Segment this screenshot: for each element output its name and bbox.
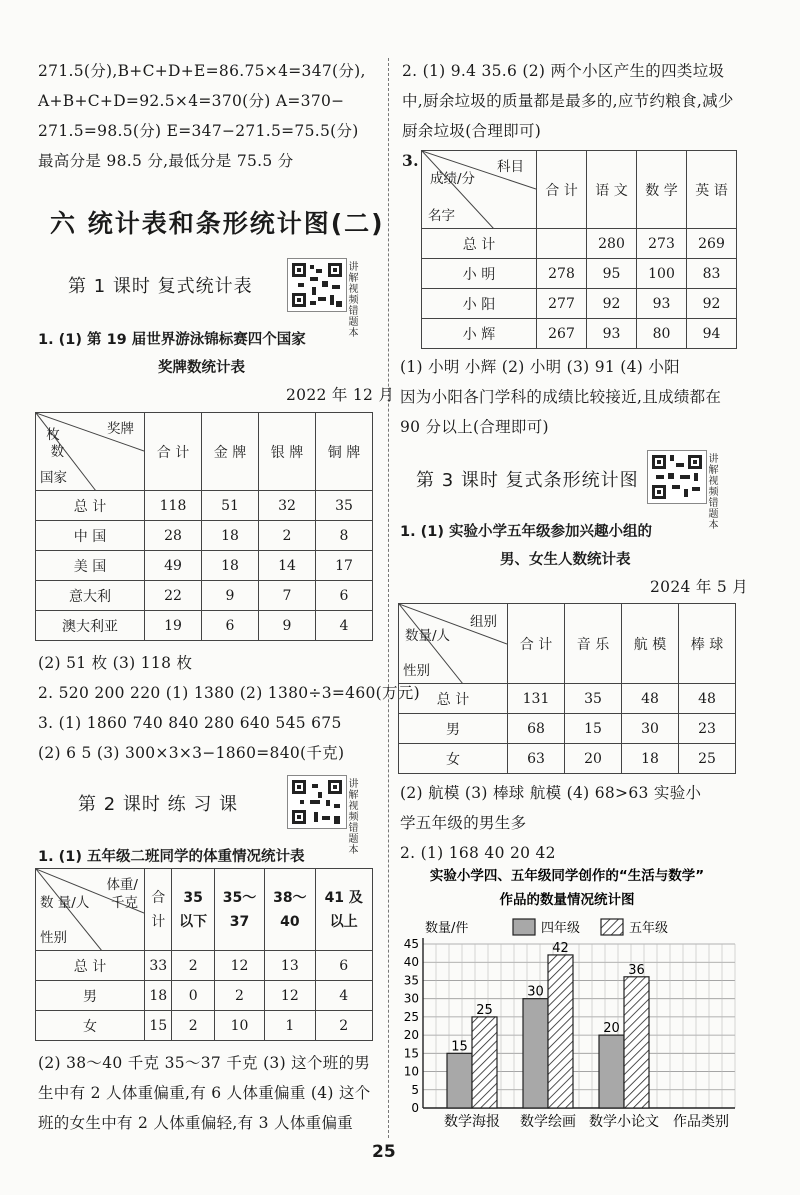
cell: 269 [687, 229, 737, 259]
cell: 35 [316, 491, 373, 521]
lesson1-answer-4: (2) 6 5 (3) 300×3×3−1860=840(千克) [38, 744, 345, 762]
row-label: 总 计 [36, 491, 145, 521]
bar [624, 977, 649, 1108]
cell: 93 [587, 319, 637, 349]
bar [599, 1035, 624, 1108]
cell: 9 [202, 581, 259, 611]
col-header [265, 869, 315, 951]
score-table [421, 150, 737, 349]
col-header: 银 牌 [259, 413, 316, 491]
lesson2-answer-2: 生中有 2 人体重偏重,有 6 人体重偏重 (4) 这个 [38, 1084, 371, 1102]
column-divider [388, 58, 389, 1138]
row-label: 小 明 [422, 259, 537, 289]
diag-mid: 数量/人 [405, 628, 451, 644]
diag-top: 科目 [497, 159, 524, 175]
cell: 6 [202, 611, 259, 641]
cell: 17 [316, 551, 373, 581]
col-header: 音 乐 [565, 604, 622, 684]
col-header [145, 869, 172, 951]
category-label: 数学海报 [444, 1114, 500, 1130]
diag-mid: 枚 数 [46, 427, 65, 460]
cell: 49 [145, 551, 202, 581]
legend-label: 五年级 [629, 921, 669, 936]
diag-bottom: 性别 [403, 663, 430, 679]
lesson3-answer-1: (2) 航模 (3) 棒球 航模 (4) 68>63 实验小 [400, 784, 702, 802]
cell [537, 229, 587, 259]
y-tick-label: 30 [403, 991, 419, 1006]
lesson1-caption: 奖牌数统计表 [158, 360, 245, 376]
cell: 35 [565, 684, 622, 714]
cell: 68 [508, 714, 565, 744]
bar [523, 999, 548, 1108]
cell: 18 [202, 551, 259, 581]
cell: 2 [259, 521, 316, 551]
diag-bottom: 国家 [40, 470, 67, 486]
diag-bottom: 名字 [428, 208, 455, 224]
col-header-line: 35～ [222, 889, 257, 906]
bar-value-label: 15 [451, 1039, 468, 1055]
row-label: 意大利 [36, 581, 145, 611]
row-label: 澳大利亚 [36, 611, 145, 641]
cell: 30 [622, 714, 679, 744]
lesson3-title: 第 3 课时 复式条形统计图 [416, 470, 639, 491]
col-header: 语 文 [587, 151, 637, 229]
col-header-line: 40 [280, 913, 300, 930]
table-row [399, 684, 736, 714]
cell: 12 [265, 981, 315, 1011]
chart-ylabel: 数量/件 [425, 921, 469, 936]
legend-label: 四年级 [541, 921, 581, 936]
cell: 9 [259, 611, 316, 641]
cell: 277 [537, 289, 587, 319]
y-tick-label: 40 [403, 955, 419, 970]
category-label: 数学绘画 [520, 1114, 576, 1130]
qr-code-icon[interactable] [287, 258, 347, 312]
interest-table-diagonal-header [399, 604, 508, 684]
qr-label-lesson1: 讲解视频错题本 [348, 262, 359, 339]
col-header-line: 合 [151, 889, 166, 906]
cell: 33 [145, 951, 172, 981]
row-label: 女 [36, 1011, 145, 1041]
lesson3-caption: 男、女生人数统计表 [500, 552, 631, 568]
cell: 48 [622, 684, 679, 714]
cell: 20 [565, 744, 622, 774]
cell: 2 [214, 981, 264, 1011]
cell: 8 [316, 521, 373, 551]
medal-table-diagonal-header [36, 413, 145, 491]
lesson2-title: 第 2 课时 练 习 课 [78, 794, 239, 815]
cell: 0 [172, 981, 214, 1011]
table-row [36, 581, 373, 611]
diag-top: 组别 [470, 614, 497, 630]
bar-value-label: 36 [628, 962, 645, 978]
top-line-1: 271.5(分),B+C+D+E=86.75×4=347(分), [38, 62, 366, 80]
col-header: 棒 球 [679, 604, 736, 684]
y-tick-label: 45 [403, 937, 419, 951]
cell: 273 [637, 229, 687, 259]
diag-top2: 千克 [111, 895, 138, 911]
cell: 267 [537, 319, 587, 349]
col-header: 金 牌 [202, 413, 259, 491]
category-label: 数学小论文 [589, 1114, 659, 1130]
lesson2-q1-intro: 1. (1) 五年级二班同学的体重情况统计表 [38, 849, 305, 865]
table-row [399, 744, 736, 774]
qr-label-lesson3: 讲解视频错题本 [708, 454, 719, 531]
cell: 95 [587, 259, 637, 289]
top-line-3: 271.5=98.5(分) E=347−271.5=75.5(分) [38, 122, 359, 140]
row-label: 男 [36, 981, 145, 1011]
qr-label-lesson2: 讲解视频错题本 [348, 779, 359, 856]
table-row [36, 551, 373, 581]
table-row [422, 229, 737, 259]
chapter-title: 六 统计表和条形统计图(二) [50, 209, 385, 238]
lesson1-answer-1: (2) 51 枚 (3) 118 枚 [38, 654, 193, 672]
cell: 18 [145, 981, 172, 1011]
cell: 6 [316, 581, 373, 611]
cell: 7 [259, 581, 316, 611]
cell: 15 [565, 714, 622, 744]
col-header-line: 以下 [179, 913, 208, 930]
cell: 14 [259, 551, 316, 581]
cell: 100 [637, 259, 687, 289]
row-label: 女 [399, 744, 508, 774]
bar-value-label: 20 [603, 1021, 620, 1037]
qr-code-icon[interactable] [647, 450, 707, 504]
right-mid-line-1: (1) 小明 小辉 (2) 小明 (3) 91 (4) 小阳 [400, 358, 680, 376]
chart-xlabel: 作品类别 [673, 1114, 729, 1130]
table-row [36, 951, 373, 981]
bar-value-label: 30 [527, 984, 544, 1000]
cell: 18 [622, 744, 679, 774]
table-row [422, 319, 737, 349]
cell: 1 [265, 1011, 315, 1041]
col-header-line: 计 [151, 913, 166, 930]
lesson2-answer-1: (2) 38～40 千克 35～37 千克 (3) 这个班的男 [38, 1054, 371, 1072]
q3-label: 3. [402, 151, 419, 170]
right-line-1: 2. (1) 9.4 35.6 (2) 两个小区产生的四类垃圾 [402, 62, 725, 80]
lesson1-q1-intro: 1. (1) 第 19 届世界游泳锦标赛四个国家 [38, 332, 306, 348]
y-tick-label: 10 [403, 1064, 419, 1079]
bar [447, 1053, 472, 1108]
y-tick-label: 15 [403, 1046, 419, 1061]
row-label: 总 计 [36, 951, 145, 981]
weight-table [35, 868, 373, 1041]
cell: 25 [679, 744, 736, 774]
right-line-3: 厨余垃圾(合理即可) [402, 122, 542, 140]
bar [548, 955, 573, 1108]
chart-subtitle: 作品的数量情况统计图 [499, 892, 635, 908]
chart-categories [444, 1113, 659, 1130]
col-header: 航 模 [622, 604, 679, 684]
cell: 18 [202, 521, 259, 551]
bar-value-label: 25 [476, 1002, 493, 1018]
chart-y-ticks [404, 937, 419, 1115]
cell: 94 [687, 319, 737, 349]
y-tick-label: 20 [403, 1028, 419, 1043]
lesson1-answer-2: 2. 520 200 220 (1) 1380 (2) 1380÷3=460(万元) [38, 684, 420, 702]
cell: 51 [202, 491, 259, 521]
lesson1-title: 第 1 课时 复式统计表 [68, 276, 253, 297]
col-header-line: 41 及 [324, 889, 363, 906]
table-row [36, 521, 373, 551]
table-row [36, 981, 373, 1011]
table-row [36, 611, 373, 641]
chart-title: 实验小学四、五年级同学创作的“生活与数学” [429, 868, 705, 884]
row-label: 中 国 [36, 521, 145, 551]
cell: 83 [687, 259, 737, 289]
page-number: 25 [372, 1142, 396, 1162]
lesson3-answer-2: 学五年级的男生多 [400, 814, 527, 832]
cell: 28 [145, 521, 202, 551]
bar-value-label: 42 [552, 940, 569, 956]
lesson3-q1-intro: 1. (1) 实验小学五年级参加兴趣小组的 [400, 524, 653, 540]
legend-swatch [513, 919, 535, 935]
col-header [172, 869, 214, 951]
col-header: 数 学 [637, 151, 687, 229]
y-tick-label: 35 [403, 973, 419, 988]
cell: 93 [637, 289, 687, 319]
qr-code-icon[interactable] [287, 775, 347, 829]
chart-bars [447, 941, 649, 1108]
cell: 12 [214, 951, 264, 981]
cell: 280 [587, 229, 637, 259]
cell: 32 [259, 491, 316, 521]
table-row [422, 259, 737, 289]
cell: 2 [172, 951, 214, 981]
bar [472, 1017, 497, 1108]
table-row [422, 289, 737, 319]
table-row [36, 491, 373, 521]
cell: 19 [145, 611, 202, 641]
top-line-2: A+B+C+D=92.5×4=370(分) A=370− [38, 92, 345, 110]
right-mid-line-3: 90 分以上(合理即可) [400, 418, 549, 436]
cell: 2 [172, 1011, 214, 1041]
medal-table [35, 412, 373, 641]
interest-group-table [398, 603, 736, 774]
table-row [36, 1011, 373, 1041]
cell: 131 [508, 684, 565, 714]
cell: 15 [145, 1011, 172, 1041]
diag-top: 体重/ [106, 877, 138, 893]
col-header [315, 869, 373, 951]
col-header [214, 869, 264, 951]
cell: 10 [214, 1011, 264, 1041]
lesson1-date: 2022 年 12 月 [286, 386, 395, 404]
lesson3-date: 2024 年 5 月 [650, 578, 749, 596]
row-label: 小 阳 [422, 289, 537, 319]
cell: 80 [637, 319, 687, 349]
cell: 118 [145, 491, 202, 521]
table-row [399, 714, 736, 744]
cell: 4 [316, 611, 373, 641]
bar-chart [395, 862, 740, 1137]
chart-legend [513, 919, 668, 936]
col-header-line: 38～ [273, 889, 307, 906]
col-header: 铜 牌 [316, 413, 373, 491]
lesson1-answer-3: 3. (1) 1860 740 840 280 640 545 675 [38, 714, 342, 732]
row-label: 小 辉 [422, 319, 537, 349]
col-header-line: 35 [183, 889, 203, 906]
row-label: 总 计 [422, 229, 537, 259]
cell: 48 [679, 684, 736, 714]
cell: 22 [145, 581, 202, 611]
diag-mid: 成绩/分 [430, 171, 476, 187]
right-line-2: 中,厨余垃圾的质量都是最多的,应节约粮食,减少 [402, 92, 734, 110]
lesson3-answer-3: 2. (1) 168 40 20 42 [400, 844, 556, 862]
right-mid-line-2: 因为小阳各门学科的成绩比较接近,且成绩都在 [400, 388, 722, 406]
row-label: 男 [399, 714, 508, 744]
row-label: 总 计 [399, 684, 508, 714]
diag-mid: 数 量/人 [40, 895, 90, 911]
col-header: 合 计 [145, 413, 202, 491]
cell: 278 [537, 259, 587, 289]
col-header-line: 37 [229, 913, 250, 930]
cell: 23 [679, 714, 736, 744]
diag-bottom: 性别 [40, 930, 67, 946]
cell: 92 [587, 289, 637, 319]
weight-table-diagonal-header [36, 869, 145, 951]
diag-top: 奖牌 [107, 421, 134, 437]
top-line-4: 最高分是 98.5 分,最低分是 75.5 分 [38, 152, 294, 170]
legend-swatch [601, 919, 623, 935]
score-table-diagonal-header [422, 151, 537, 229]
col-header: 英 语 [687, 151, 737, 229]
cell: 4 [315, 981, 373, 1011]
cell: 92 [687, 289, 737, 319]
col-header: 合 计 [508, 604, 565, 684]
cell: 6 [315, 951, 373, 981]
y-tick-label: 5 [411, 1082, 419, 1097]
lesson2-answer-3: 班的女生中有 2 人体重偏轻,有 3 人体重偏重 [38, 1114, 354, 1132]
col-header-line: 以上 [329, 913, 358, 930]
row-label: 美 国 [36, 551, 145, 581]
cell: 2 [315, 1011, 373, 1041]
y-tick-label: 25 [403, 1009, 419, 1024]
col-header: 合 计 [537, 151, 587, 229]
cell: 63 [508, 744, 565, 774]
y-tick-label: 0 [411, 1101, 419, 1115]
cell: 13 [265, 951, 315, 981]
